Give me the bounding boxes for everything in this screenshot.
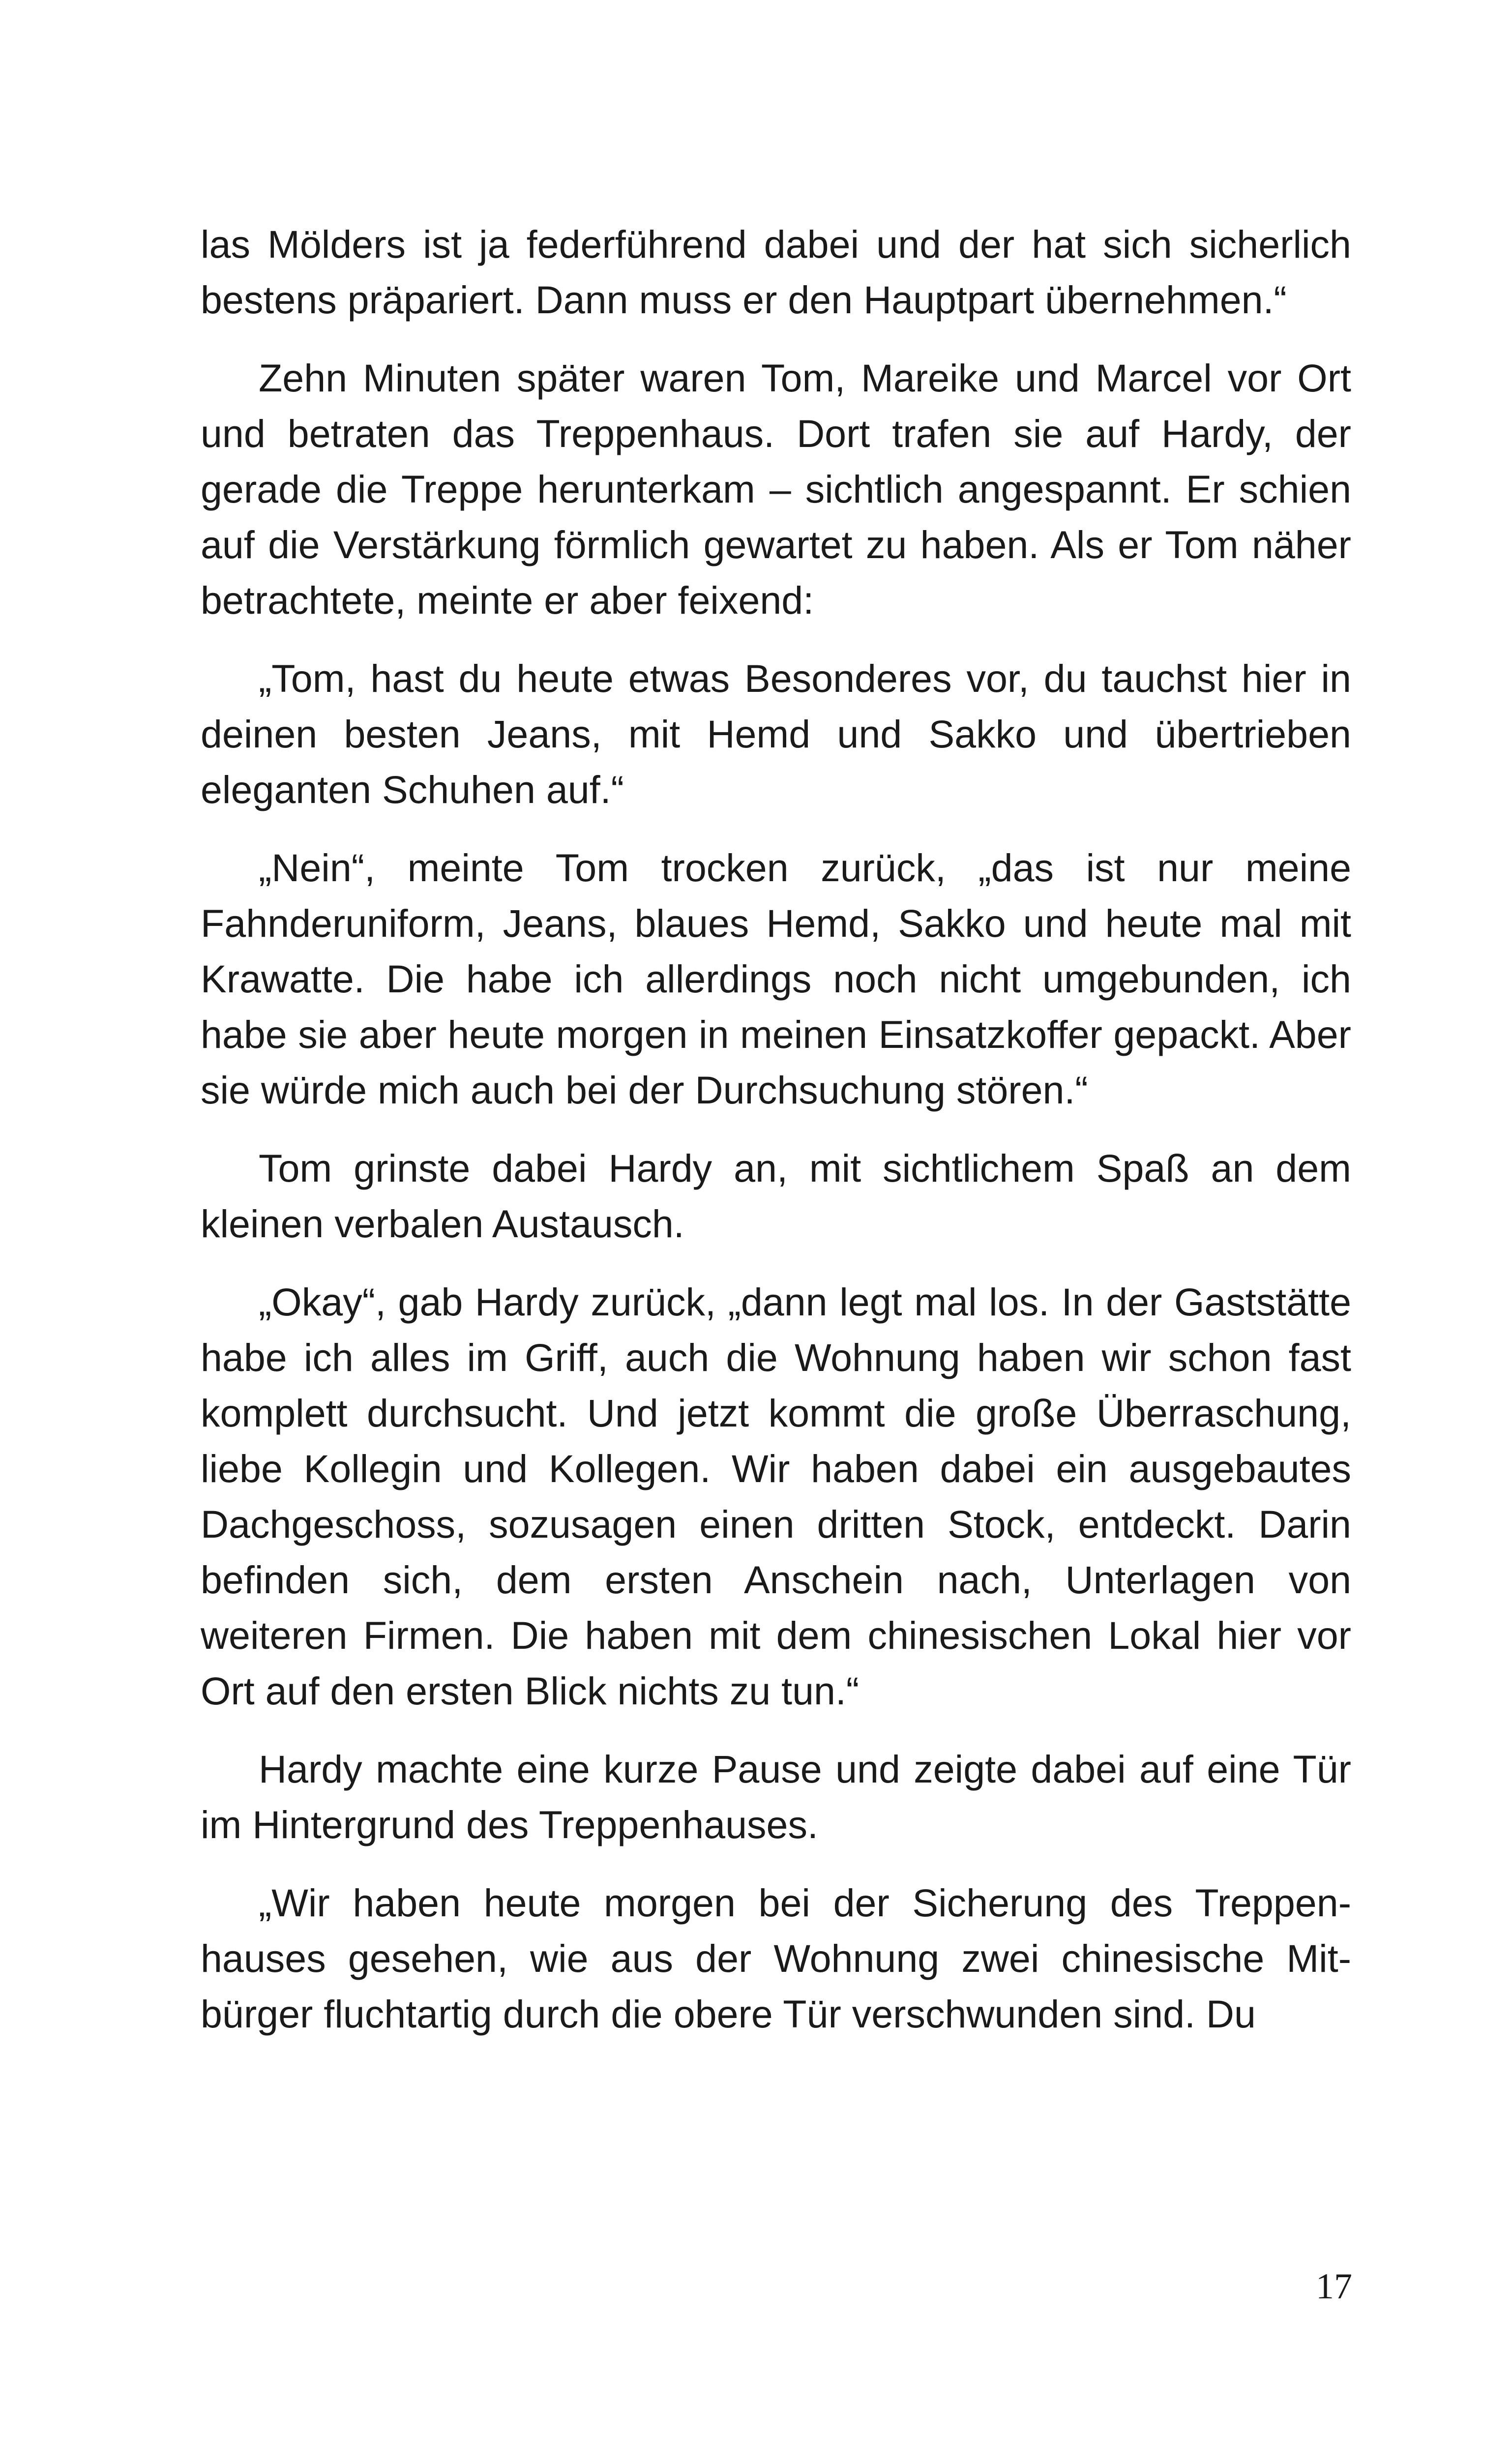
paragraph-8: „Wir haben heute morgen bei der Sicherung des Treppenhauses gesehen, wie aus der Wohnung zwei chinesische Mitbürger fluchtartig durch die obere Tür verschwunden sind. Du	[201, 1881, 1351, 2036]
paragraph-7: Hardy machte eine kurze Pause und zeigte dabei auf eine Tür im Hintergrund des Treppenhauses.	[201, 1747, 1351, 1846]
paragraph-4: „Nein“, meinte Tom trocken zurück, „das ist nur meine Fahnderuniform, Jeans, blaues Hemd, Sakko und heute mal mit Krawatte. Die habe ich allerdings noch nicht umgebunden, ich habe sie aber heute morgen in meinen Einsatzkoffer gepackt. Aber sie würde mich auch bei der Durchsuchung stören.“	[201, 846, 1351, 1112]
paragraph-2: Zehn Minuten später waren Tom, Mareike und Marcel vor Ort und betraten das Treppenhaus. Dort trafen sie auf Hardy, der gerade die Treppe herunterkam – sichtlich angespannt. Er schien auf die Verstärkung förmlich gewartet zu haben. Als er Tom näher betrachtete, meinte er aber feixend:	[201, 356, 1351, 622]
paragraph-1: las Mölders ist ja federführend dabei und der hat sich sicherlich bestens präpariert. Dann muss er den Hauptpart übernehmen.“	[201, 222, 1351, 322]
body-text	[201, 216, 1351, 2064]
paragraph-6: „Okay“, gab Hardy zurück, „dann legt mal los. In der Gaststätte habe ich alles im Griff, auch die Wohnung haben wir schon fast komplett durchsucht. Und jetzt kommt die große Überraschung, liebe Kollegin und Kollegen. Wir haben dabei ein ausgebautes Dachgeschoss, sozusagen einen dritten Stock, entdeckt. Darin befinden sich, dem ersten Anschein nach, Unterlagen von weiteren Firmen. Die haben mit dem chinesischen Lokal hier vor Ort auf den ersten Blick nichts zu tun.“	[201, 1280, 1351, 1713]
paragraph-5: Tom grinste dabei Hardy an, mit sichtlichem Spaß an dem kleinen verbalen Austausch.	[201, 1146, 1351, 1246]
paragraph-3: „Tom, hast du heute etwas Besonderes vor, du tauchst hier in deinen besten Jeans, mit Hemd und Sakko und übertrieben eleganten Schuhen auf.“	[201, 656, 1351, 811]
page-number: 17	[1316, 2266, 1352, 2307]
